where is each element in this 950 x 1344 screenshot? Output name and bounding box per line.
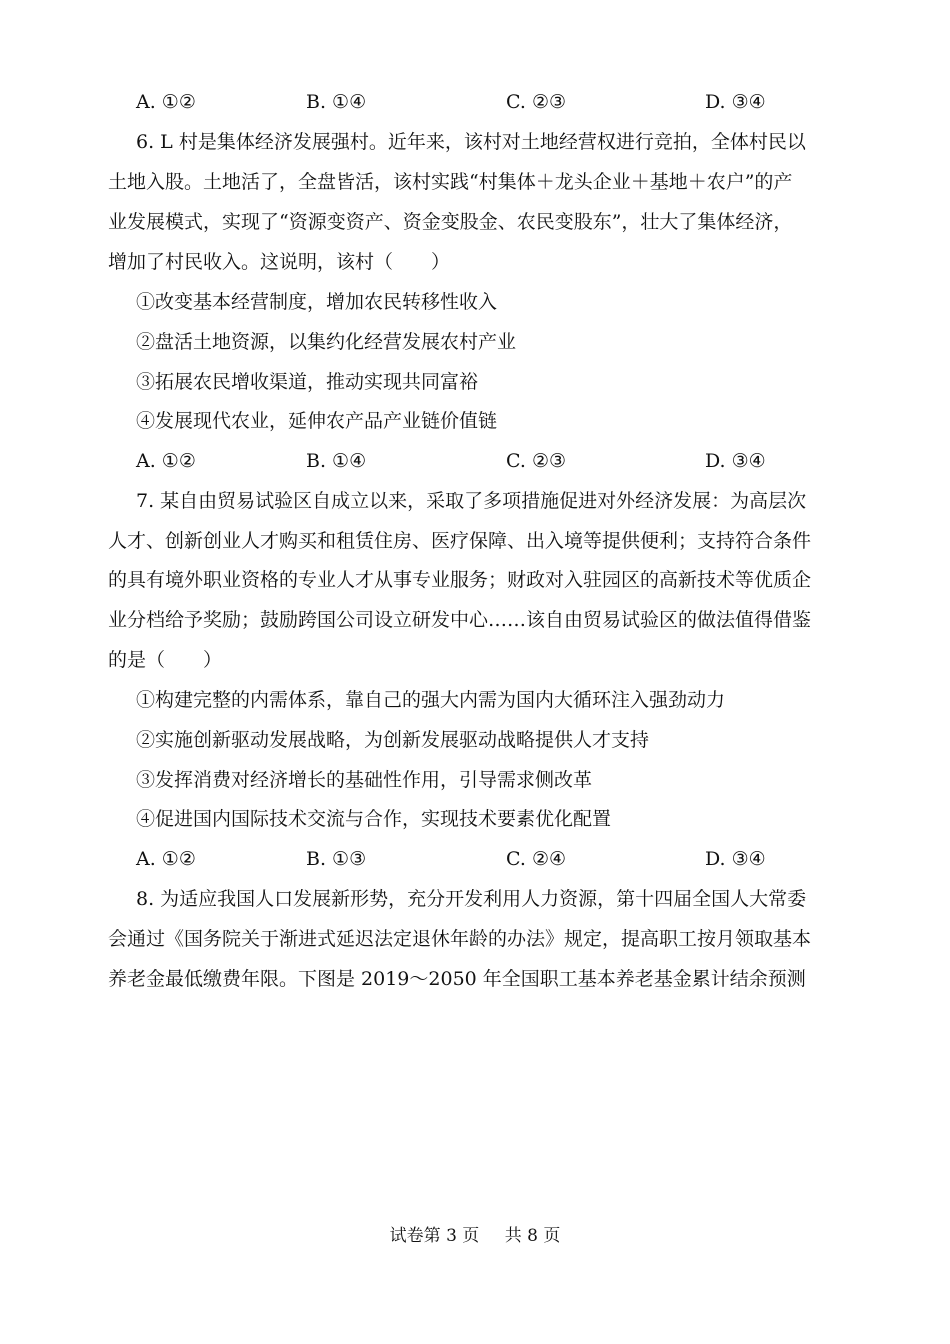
q7-stem-line-3: 的具有境外职业资格的专业人才从事专业服务；财政对入驻园区的高新技术等优质企 xyxy=(108,569,812,591)
q7-option-b: B. ①③ xyxy=(306,848,367,870)
q7-item-3: ③发挥消费对经济增长的基础性作用，引导需求侧改革 xyxy=(136,769,593,791)
q7-option-d: D. ③④ xyxy=(705,848,766,870)
q7-stem-line-2: 人才、创新创业人才购买和租赁住房、医疗保障、出入境等提供便利；支持符合条件 xyxy=(108,530,812,552)
q7-stem-line-4: 业分档给予奖励；鼓励跨国公司设立研发中心……该自由贸易试验区的做法值得借鉴 xyxy=(108,609,812,631)
q7-option-c: C. ②④ xyxy=(506,848,567,870)
q8-stem-line-1: 8. 为适应我国人口发展新形势，充分开发利用人力资源，第十四届全国人大常委 xyxy=(136,888,807,910)
page-number: 试卷第 3 页 xyxy=(389,1226,480,1246)
q6-item-2: ②盘活土地资源，以集约化经营发展农村产业 xyxy=(136,331,517,353)
q8-stem-line-2: 会通过《国务院关于渐进式延迟法定退休年龄的办法》规定，提高职工按月领取基本 xyxy=(108,928,812,950)
q7-stem-line-5: 的是（ ） xyxy=(108,649,223,671)
q6-item-1: ①改变基本经营制度，增加农民转移性收入 xyxy=(136,291,498,313)
q7-item-2: ②实施创新驱动发展战略，为创新发展驱动战略提供人才支持 xyxy=(136,729,650,751)
q6-option-c: C. ②③ xyxy=(506,450,567,472)
q7-item-4: ④促进国内国际技术交流与合作，实现技术要素优化配置 xyxy=(136,808,612,830)
q6-item-4: ④发展现代农业，延伸农产品产业链价值链 xyxy=(136,410,498,432)
q6-option-b: B. ①④ xyxy=(306,450,367,472)
q6-option-a: A. ①② xyxy=(136,450,196,472)
q5-option-c: C. ②③ xyxy=(506,91,567,113)
q6-stem-line-1: 6. L 村是集体经济发展强村。近年来，该村对土地经营权进行竞拍，全体村民以 xyxy=(136,131,806,153)
q5-option-d: D. ③④ xyxy=(705,91,766,113)
q6-stem-line-3: 业发展模式，实现了“资源变资产、资金变股金、农民变股东”，壮大了集体经济， xyxy=(108,211,793,233)
q7-stem-line-1: 7. 某自由贸易试验区自成立以来，采取了多项措施促进对外经济发展：为高层次 xyxy=(136,490,807,512)
q8-stem-line-3: 养老金最低缴费年限。下图是 2019～2050 年全国职工基本养老基金累计结余预测 xyxy=(108,968,806,990)
total-pages: 共 8 页 xyxy=(504,1226,561,1246)
q6-item-3: ③拓展农民增收渠道，推动实现共同富裕 xyxy=(136,371,479,393)
q6-option-d: D. ③④ xyxy=(705,450,766,472)
q7-options xyxy=(136,845,848,873)
q6-options xyxy=(136,447,848,475)
q5-option-a: A. ①② xyxy=(136,91,196,113)
q7-item-1: ①构建完整的内需体系，靠自己的强大内需为国内大循环注入强劲动力 xyxy=(136,689,726,711)
q7-option-a: A. ①② xyxy=(136,848,196,870)
q6-stem-line-2: 土地入股。土地活了，全盘皆活，该村实践“村集体＋龙头企业＋基地＋农户”的产 xyxy=(108,171,793,193)
q5-option-b: B. ①④ xyxy=(306,91,367,113)
q6-stem-line-4: 增加了村民收入。这说明，该村（ ） xyxy=(108,251,451,273)
q5-options xyxy=(136,88,848,116)
page-footer xyxy=(0,1224,950,1248)
